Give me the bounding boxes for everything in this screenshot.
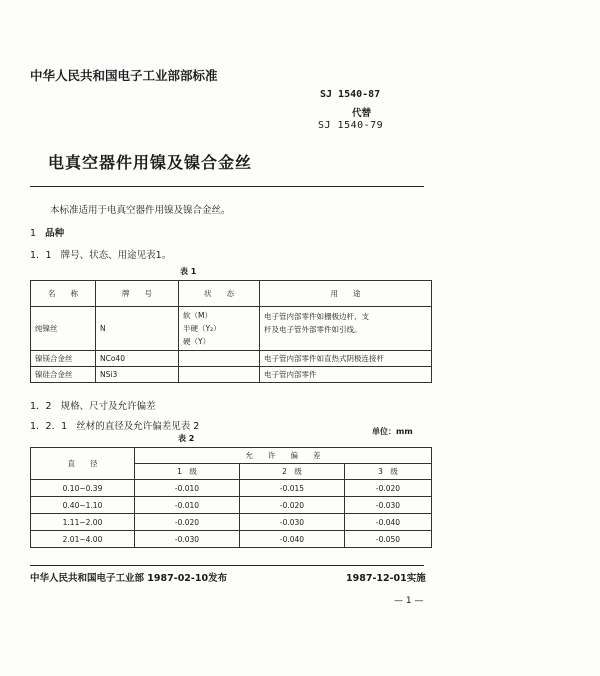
header-use: 用 途 — [260, 281, 432, 307]
cell-grade-2: -0.040 — [240, 531, 345, 548]
section-number: 1．2 — [30, 401, 52, 412]
table-header-row — [31, 448, 432, 464]
document-title: 电真空器件用镍及镍合金丝 — [48, 153, 253, 172]
header-grade-3: 3 级 — [345, 464, 432, 480]
cell-grade-3: -0.050 — [345, 531, 432, 548]
state-hard: 硬（Y） — [183, 337, 211, 346]
cell-grade-1: -0.010 — [135, 480, 240, 497]
header-name: 名 称 — [31, 281, 96, 307]
cell-grade-2: -0.020 — [240, 497, 345, 514]
standard-code: SJ 1540-87 — [320, 89, 381, 100]
replaced-code: SJ 1540-79 — [318, 120, 384, 131]
section-title: 品种 — [45, 228, 65, 239]
cell-grade-2: -0.030 — [240, 514, 345, 531]
cell-grade-3: -0.030 — [345, 497, 432, 514]
cell-grade-1: -0.010 — [135, 497, 240, 514]
section-1-2 — [30, 398, 156, 412]
table-row — [31, 367, 432, 383]
table-row — [31, 307, 432, 351]
cell-name: 镍镁合金丝 — [31, 351, 96, 367]
header-grade-1: 1 级 — [135, 464, 240, 480]
table-2 — [30, 447, 432, 548]
scope-text: 本标准适用于电真空器件用镍及镍合金丝。 — [50, 205, 231, 216]
replaces-label: 代替 — [352, 108, 372, 119]
cell-grade-1: -0.020 — [135, 514, 240, 531]
use-line-2: 杆及电子管外部零件如引线。 — [264, 325, 362, 334]
table-row — [31, 351, 432, 367]
section-1-heading — [30, 225, 64, 239]
cell-grade-3: -0.020 — [345, 480, 432, 497]
cell-use — [260, 307, 432, 351]
cell-grade: NSi3 — [96, 367, 179, 383]
cell-grade: N — [96, 307, 179, 351]
cell-grade-1: -0.030 — [135, 531, 240, 548]
section-number: 1．1 — [30, 250, 52, 261]
section-number: 1．2．1 — [30, 421, 68, 432]
table-1 — [30, 280, 432, 383]
header-grade-2: 2 级 — [240, 464, 345, 480]
cell-diameter: 1.11~2.00 — [31, 514, 135, 531]
footer-rule — [30, 565, 424, 566]
table-2-caption: 表 2 — [178, 434, 195, 443]
state-soft: 软（M） — [183, 311, 212, 320]
cell-state — [179, 307, 260, 351]
header-state: 状 态 — [179, 281, 260, 307]
cell-name: 纯镍丝 — [31, 307, 96, 351]
cell-use: 电子管内部零件 — [260, 367, 432, 383]
cell-state — [179, 367, 260, 383]
page-number: — 1 — — [394, 596, 424, 606]
section-1-1 — [30, 247, 171, 261]
table-row — [31, 497, 432, 514]
section-text: 丝材的直径及允许偏差见表 2 — [76, 421, 200, 432]
section-number: 1 — [30, 228, 37, 239]
header-tolerance: 允 许 偏 差 — [135, 448, 432, 464]
table-row — [31, 480, 432, 497]
table-header-row — [31, 281, 432, 307]
title-rule — [30, 186, 424, 187]
header-diameter: 直 径 — [31, 448, 135, 480]
effective-date: 1987-12-01实施 — [346, 573, 426, 584]
header-grade: 牌 号 — [96, 281, 179, 307]
cell-name: 镍硅合金丝 — [31, 367, 96, 383]
cell-diameter: 2.01~4.00 — [31, 531, 135, 548]
table-row — [31, 531, 432, 548]
table-1-caption: 表 1 — [180, 267, 197, 276]
issued-by: 中华人民共和国电子工业部 1987-02-10发布 — [30, 573, 228, 584]
cell-grade: NCo40 — [96, 351, 179, 367]
table-2-unit: 单位：mm — [372, 427, 413, 436]
cell-state — [179, 351, 260, 367]
cell-diameter: 0.40~1.10 — [31, 497, 135, 514]
use-line-1: 电子管内部零件如栅极边杆、支 — [264, 312, 369, 321]
cell-grade-2: -0.015 — [240, 480, 345, 497]
table-row — [31, 514, 432, 531]
cell-grade-3: -0.040 — [345, 514, 432, 531]
state-half-hard: 半硬（Y₂） — [183, 324, 221, 333]
cell-use: 电子管内部零件如直热式阴极连接杆 — [260, 351, 432, 367]
issuing-authority: 中华人民共和国电子工业部部标准 — [30, 68, 218, 83]
section-text: 规格、尺寸及允许偏差 — [60, 401, 156, 412]
cell-diameter: 0.10~0.39 — [31, 480, 135, 497]
section-text: 牌号、状态、用途见表1。 — [60, 250, 172, 261]
section-1-2-1 — [30, 418, 199, 432]
